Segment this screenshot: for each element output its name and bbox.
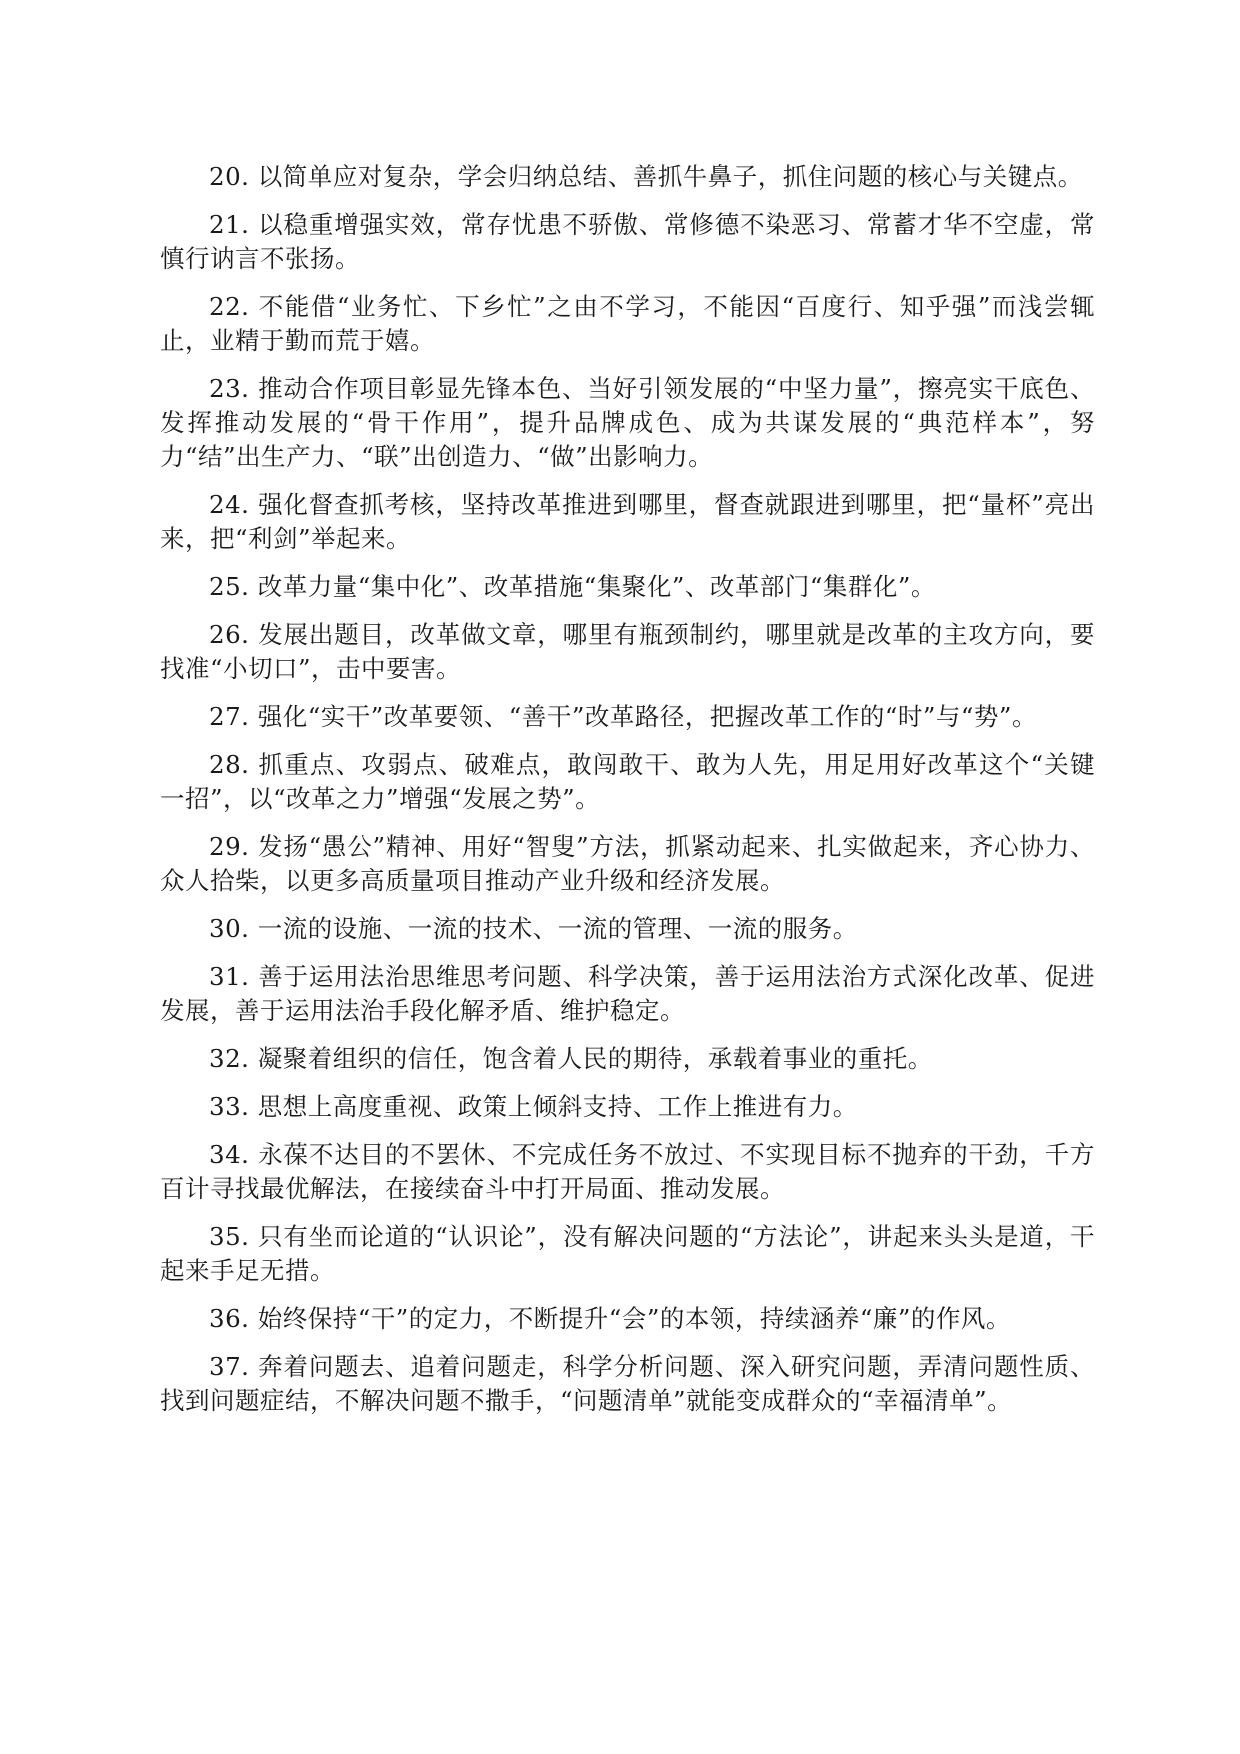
paragraph-33: 33. 思想上高度重视、政策上倾斜支持、工作上推进有力。 xyxy=(209,1092,858,1121)
paragraph-25: 25. 改革力量“集中化”、改革措施“集聚化”、改革部门“集群化”。 xyxy=(209,572,936,601)
paragraph-36: 36. 始终保持“干”的定力，不断提升“会”的本领，持续涵养“廉”的作风。 xyxy=(209,1304,1011,1333)
paragraph-30: 30. 一流的设施、一流的技术、一流的管理、一流的服务。 xyxy=(209,914,858,943)
paragraph-27: 27. 强化“实干”改革要领、“善干”改革路径，把握改革工作的“时”与“势”。 xyxy=(209,702,1037,731)
paragraph-26: 26. 发展出题目，改革做文章，哪里有瓶颈制约，哪里就是改革的主攻方向，要找准“小切口”，击中要害。 xyxy=(160,620,1095,683)
paragraph-20: 20. 以简单应对复杂，学会归纳总结、善抓牛鼻子，抓住问题的核心与关键点。 xyxy=(209,162,1083,191)
paragraph-37: 37. 奔着问题去、追着问题走，科学分析问题、深入研究问题，弄清问题性质、找到问题症结，不解决问题不撒手，“问题清单”就能变成群众的“幸福清单”。 xyxy=(160,1352,1095,1415)
paragraph-35: 35. 只有坐而论道的“认识论”，没有解决问题的“方法论”，讲起来头头是道，干起来手足无措。 xyxy=(160,1222,1095,1285)
paragraph-23: 23. 推动合作项目彰显先锋本色、当好引领发展的“中坚力量”，擦亮实干底色、发挥推动发展的“骨干作用”，提升品牌成色、成为共谋发展的“典范样本”，努力“结”出生产力、“联”出创造力、“做”出影响力。 xyxy=(160,374,1095,471)
paragraph-22: 22. 不能借“业务忙、下乡忙”之由不学习，不能因“百度行、知乎强”而浅尝辄止，业精于勤而荒于嬉。 xyxy=(160,292,1095,355)
paragraph-29: 29. 发扬“愚公”精神、用好“智叟”方法，抓紧动起来、扎实做起来，齐心协力、众人拾柴，以更多高质量项目推动产业升级和经济发展。 xyxy=(160,832,1095,895)
paragraph-28: 28. 抓重点、攻弱点、破难点，敢闯敢干、敢为人先，用足用好改革这个“关键一招”，以“改革之力”增强“发展之势”。 xyxy=(160,750,1095,813)
paragraph-31: 31. 善于运用法治思维思考问题、科学决策，善于运用法治方式深化改革、促进发展，善于运用法治手段化解矛盾、维护稳定。 xyxy=(160,962,1095,1025)
paragraph-32: 32. 凝聚着组织的信任，饱含着人民的期待，承载着事业的重托。 xyxy=(209,1044,933,1073)
document-body xyxy=(160,160,1095,1432)
paragraph-34: 34. 永葆不达目的不罢休、不完成任务不放过、不实现目标不抛弃的干劲，千方百计寻找最优解法，在接续奋斗中打开局面、推动发展。 xyxy=(160,1140,1095,1203)
paragraph-21: 21. 以稳重增强实效，常存忧患不骄傲、常修德不染恶习、常蓄才华不空虚，常慎行讷言不张扬。 xyxy=(160,210,1095,273)
paragraph-24: 24. 强化督查抓考核，坚持改革推进到哪里，督查就跟进到哪里，把“量杯”亮出来，把“利剑”举起来。 xyxy=(160,490,1095,553)
